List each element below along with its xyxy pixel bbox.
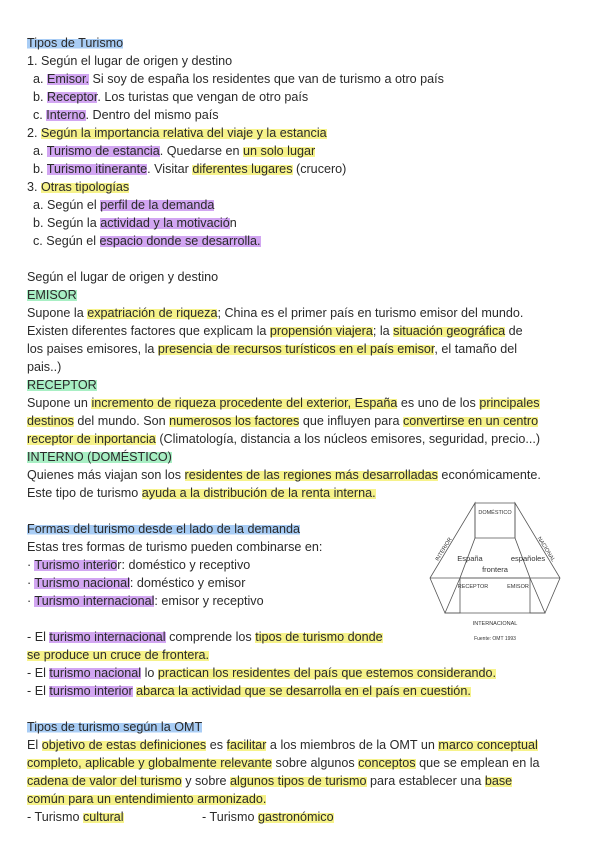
- highlight: se produce un cruce de frontera.: [27, 648, 210, 662]
- text: del mundo. Son: [73, 414, 170, 428]
- paragraph-line: [27, 737, 538, 754]
- list-item: [33, 233, 261, 250]
- highlight: incremento de riqueza procedente del exterior, España: [91, 396, 398, 410]
- paragraph-line: [27, 485, 376, 502]
- highlight: ayuda a la distribución de la renta interna.: [141, 486, 376, 500]
- list-item: [27, 593, 264, 610]
- term: turismo nacional: [49, 666, 142, 680]
- paragraph-line: [27, 431, 540, 448]
- paragraph-line: pais..): [27, 360, 62, 374]
- list-item: [27, 125, 327, 142]
- label-espanoles: españoles: [510, 554, 546, 563]
- term: Turismo nacional: [34, 576, 130, 590]
- label-domestico: DOMÉSTICO: [478, 510, 512, 516]
- item-prefix: 3.: [27, 180, 42, 194]
- text: y sobre: [181, 774, 231, 788]
- highlight: marco conceptual: [438, 738, 538, 752]
- text: (Climatología, distancia a los núcleos emisores, seguridad, precio...): [155, 432, 541, 446]
- title-text: Formas del turismo desde el lado de la demanda: [27, 522, 301, 536]
- paragraph-line: [27, 791, 266, 808]
- text: económicamente.: [437, 468, 541, 482]
- text: Supone un: [27, 396, 92, 410]
- term: perfil de la demanda: [100, 198, 215, 212]
- list-item: [33, 161, 346, 178]
- highlight: numerosos los factores: [169, 414, 300, 428]
- bullet: ·: [27, 576, 35, 590]
- list-item: [33, 143, 315, 160]
- highlight: expatriación de riqueza: [87, 306, 218, 320]
- term: Receptor: [47, 90, 98, 104]
- text: comprende los: [165, 630, 256, 644]
- highlight: presencia de recursos turísticos en el país emisor: [157, 342, 435, 356]
- term: espacio donde se desarrolla.: [99, 234, 261, 248]
- text: - El: [27, 684, 50, 698]
- term: Emisor.: [47, 72, 90, 86]
- highlight: conceptos: [358, 756, 416, 770]
- item-prefix: 2.: [27, 126, 42, 140]
- term: actividad y la motivació: [100, 216, 230, 230]
- paragraph-line: [27, 395, 540, 412]
- section-title-formas: [27, 521, 300, 538]
- list-item: [27, 557, 250, 574]
- paragraph-line: [27, 413, 538, 430]
- term: Interno: [46, 108, 86, 122]
- highlight: diferentes lugares: [192, 162, 293, 176]
- highlight: destinos: [27, 414, 74, 428]
- item-text: . Los turistas que vengan de otro país: [97, 90, 309, 104]
- paragraph-line: [27, 467, 541, 484]
- item-text: . Dentro del mismo país: [85, 108, 219, 122]
- text: - El: [27, 630, 50, 644]
- text: - El: [27, 666, 50, 680]
- list-item: [27, 575, 245, 592]
- text: r: doméstico y receptivo: [117, 558, 251, 572]
- label-receptor: RECEPTOR: [457, 584, 489, 590]
- source-caption: Fuente: OMT 1993: [474, 636, 516, 642]
- item-prefix: b.: [33, 162, 47, 176]
- label-nacional: NACIONAL: [535, 535, 556, 563]
- label-internacional: INTERNACIONAL: [472, 621, 518, 627]
- text: El: [27, 738, 42, 752]
- paragraph-line: [27, 341, 517, 358]
- term: Turismo interio: [34, 558, 118, 572]
- item-prefix: a.: [33, 72, 48, 86]
- text: ; la: [372, 324, 394, 338]
- highlight: base: [484, 774, 513, 788]
- item-prefix: a. Según el: [33, 198, 101, 212]
- label-espana: España: [457, 554, 483, 563]
- label-frontera: frontera: [482, 565, 508, 574]
- text: es: [206, 738, 227, 752]
- text: Existen diferentes factores que explicam la: [27, 324, 270, 338]
- list-item: [202, 809, 334, 826]
- list-item: [33, 89, 308, 106]
- text: , el tamaño del: [434, 342, 518, 356]
- list-item: [33, 107, 219, 124]
- text: - Turismo: [202, 810, 258, 824]
- highlight: tipos de turismo donde: [255, 630, 383, 644]
- highlight: principales: [479, 396, 540, 410]
- paragraph-line: [27, 323, 523, 340]
- text: para establecer una: [366, 774, 485, 788]
- highlight: completo, aplicable y globalmente relevante: [27, 756, 273, 770]
- list-item: 1. Según el lugar de origen y destino: [27, 54, 233, 68]
- highlight: un solo lugar: [243, 144, 316, 158]
- text: : emisor y receptivo: [154, 594, 264, 608]
- highlight: convertirse en un centro: [402, 414, 539, 428]
- label-text: INTERNO (DOMÉSTICO): [27, 450, 172, 464]
- item-prefix: b. Según la: [33, 216, 101, 230]
- term: Turismo itinerante: [46, 162, 148, 176]
- highlight: situación geográfica: [393, 324, 506, 338]
- text: - Turismo: [27, 810, 83, 824]
- label-interno: [27, 449, 172, 466]
- highlight: gastronómico: [257, 810, 334, 824]
- text: los paises emisores, la: [27, 342, 158, 356]
- list-item: [27, 179, 129, 196]
- list-item: [27, 809, 124, 826]
- item-prefix: a.: [33, 144, 47, 158]
- paragraph-line: [27, 665, 496, 682]
- text: sobre algunos: [272, 756, 359, 770]
- highlight: cadena de valor del turismo: [27, 774, 182, 788]
- paragraph-line: Estas tres formas de turismo pueden combinarse en:: [27, 540, 323, 554]
- label-emisor: EMISOR: [507, 584, 529, 590]
- label-text: RECEPTOR: [27, 378, 97, 392]
- domestic-box: [475, 503, 515, 538]
- text: de: [505, 324, 523, 338]
- text: Supone la: [27, 306, 88, 320]
- item-prefix: c.: [33, 108, 47, 122]
- item-text: (crucero): [292, 162, 347, 176]
- bullet: ·: [27, 594, 35, 608]
- title-text: Tipos de turismo según la OMT: [27, 720, 203, 734]
- text: que se emplean en la: [415, 756, 540, 770]
- term: Turismo de estancia: [46, 144, 160, 158]
- list-item: [33, 197, 214, 214]
- highlight: receptor de inportancia: [27, 432, 156, 446]
- label-text: EMISOR: [27, 288, 77, 302]
- highlight: facilitar: [226, 738, 267, 752]
- text: ; China es el primer país en turismo emisor del mundo.: [217, 306, 524, 320]
- item-text: . Quedarse en: [159, 144, 244, 158]
- tourism-forms-diagram: [420, 498, 570, 644]
- text: a los miembros de la OMT un: [266, 738, 439, 752]
- item-text: n: [229, 216, 237, 230]
- item-text: Según la importancia relativa del viaje y la estancia: [41, 126, 327, 140]
- item-text: Otras tipologías: [41, 180, 130, 194]
- paragraph-line: [27, 647, 209, 664]
- list-item: [33, 71, 444, 88]
- title-text: Tipos de Turismo: [27, 36, 124, 50]
- label-receptor: [27, 377, 97, 394]
- paragraph-line: [27, 683, 471, 700]
- term: turismo internacional: [49, 630, 166, 644]
- term: Turismo internacional: [34, 594, 155, 608]
- bullet: ·: [27, 558, 35, 572]
- item-text: . Visitar: [147, 162, 193, 176]
- section-title-omt: [27, 719, 202, 736]
- highlight: residentes de las regiones más desarrolladas: [184, 468, 438, 482]
- highlight: objetivo de estas definiciones: [41, 738, 207, 752]
- item-prefix: b.: [33, 90, 48, 104]
- section-heading: Según el lugar de origen y destino: [27, 270, 219, 284]
- highlight: propensión viajera: [269, 324, 373, 338]
- label-emisor: [27, 287, 77, 304]
- highlight: algunos tipos de turismo: [230, 774, 367, 788]
- paragraph-line: [27, 773, 512, 790]
- section-title-tipos: [27, 35, 123, 52]
- label-interior: INTERIOR: [434, 536, 454, 563]
- text: es uno de los: [397, 396, 480, 410]
- list-item: [33, 215, 237, 232]
- term: turismo interior: [49, 684, 133, 698]
- text: : doméstico y emisor: [129, 576, 246, 590]
- highlight: cultural: [82, 810, 124, 824]
- text: Este tipo de turismo: [27, 486, 142, 500]
- highlight: común para un entendimiento armonizado.: [27, 792, 267, 806]
- text: lo: [141, 666, 158, 680]
- text: que influyen para: [299, 414, 403, 428]
- item-text: Si soy de españa los residentes que van de turismo a otro país: [89, 72, 444, 86]
- paragraph-line: [27, 755, 540, 772]
- highlight: abarca la actividad que se desarrolla en el país en cuestión.: [136, 684, 471, 698]
- text: Quienes más viajan son los: [27, 468, 185, 482]
- item-prefix: c. Según el: [33, 234, 100, 248]
- highlight: practican los residentes del país que estemos considerando.: [157, 666, 497, 680]
- paragraph-line: [27, 305, 523, 322]
- paragraph-line: [27, 629, 383, 646]
